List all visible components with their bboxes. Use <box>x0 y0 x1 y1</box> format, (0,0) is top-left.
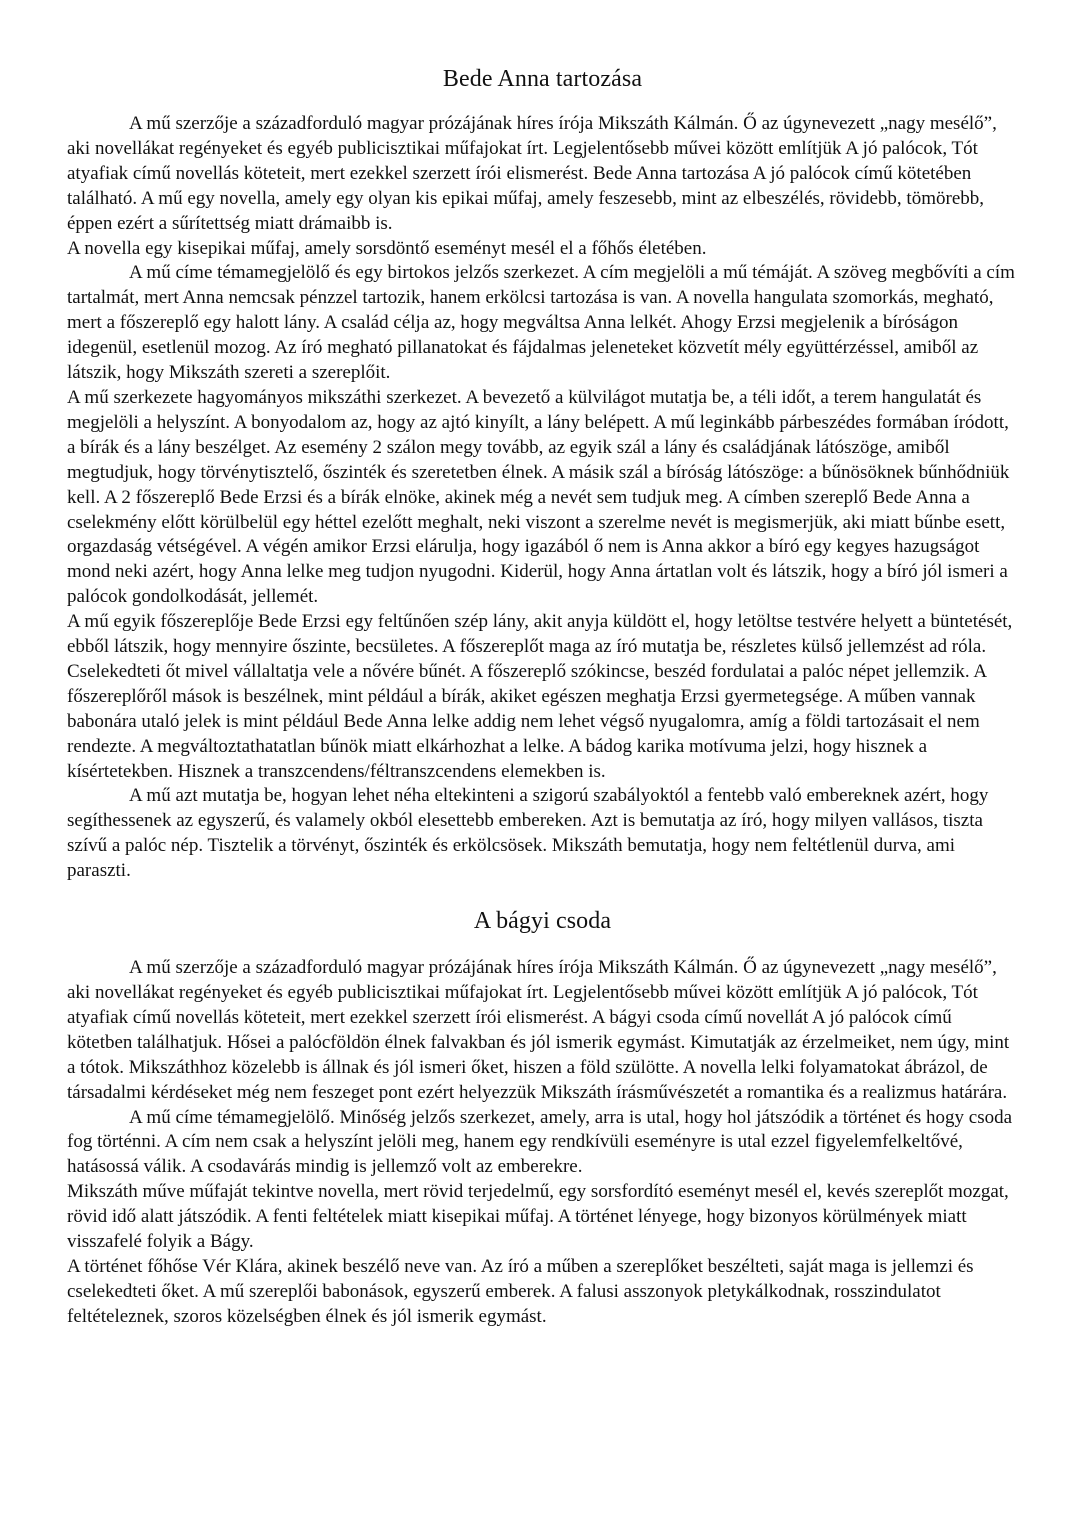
paragraph: A mű címe témamegjelölő és egy birtokos jelzős szerkezet. A cím megjelöli a mű témáját. A szöveg megbővíti a cím tartalmát, mert Anna nemcsak pénzzel tartozik, hanem erkölcsi tartozása is van. A novella hangulata szomorkás, megható, mert a főszereplő egy halott lány. A család célja az, hogy megváltsa Anna lelkét. Ahogy Erzsi megjelenik a bíróságon idegenül, esetlenül mozog. Az író megható pillanatokat és fájdalmas jeleneteket közvetít mély együttérzéssel, amiből az látszik, hogy Mikszáth szereti a szereplőit. <box>67 262 1015 384</box>
section-title-bagyi-csoda: A bágyi csoda <box>473 908 612 935</box>
paragraph: A mű címe témamegjelölő. Minőség jelzős szerkezet, amely, arra is utal, hogy hol játszódik a történet és hogy csoda fog történni. A cím nem csak a helyszínt jelöli meg, hanem egy rendkívüli eseményre is utal ezzel figyelemfelkeltővé, hatásossá válik. A csodavárás mindig is jellemző volt az emberekre. <box>67 1106 1013 1178</box>
paragraph: A mű szerzője a századforduló magyar prózájának híres írója Mikszáth Kálmán. Ő az úgynevezett „nagy mesélő”, aki novellákat regényeket és egyéb publicisztikai műfajokat írt. Legjelentősebb művei között említjük A jó palócok, Tót atyafiak című novellás köteteit, mert ezekkel szerzett írói elismerést. Bede Anna tartozása A jó palócok című kötetében található. A mű egy novella, amely egy olyan kis epikai műfaj, amely feszesebb, mint az elbeszélés, rövidebb, tömörebb, éppen ezért a sűrítettség miatt drámaibb is. <box>67 113 997 234</box>
paragraph: A történet főhőse Vér Klára, akinek beszélő neve van. Az író a műben a szereplőket beszélteti, saját maga is jellemzi és cselekedteti őket. A mű szereplői babonások, egyszerű emberek. A falusi asszonyok pletykálkodnak, rosszindulatot feltételeznek, szoros közelségben élnek és jól ismerik egymást. <box>67 1255 974 1327</box>
paragraph: A novella egy kisepikai műfaj, amely sorsdöntő eseményt mesél el a főhős életében. <box>67 237 707 259</box>
paragraph: A mű szerkezete hagyományos mikszáthi szerkezet. A bevezető a külvilágot mutatja be, a téli időt, a terem hangulatát és megjelöli a helyszínt. A bonyodalom az, hogy az ajtó kinyílt, a lány belépett. A mű leginkább párbeszédes formában íródott, a bírák és a lány beszélget. Az esemény 2 szálon megy tovább, az egyik szál a lány és családjának látószöge, amiből megtudjuk, hogy törvénytisztelő, őszinték és szeretetben élnek. A másik szál a bíróság látószöge: a bűnösöknek bűnhődniük kell. A 2 főszereplő Bede Erzsi és a bírák elnöke, akinek még a nevét sem tudjuk meg. A címben szereplő Bede Anna a cselekmény előtt körülbelül egy héttel ezelőtt meghalt, neki viszont a szerelme nevét is megismerjük, aki miatt bűnbe esett, orgazdaság vétségével. A végén amikor Erzsi elárulja, hogy igazából ő nem is Anna akkor a bíró egy kegyes hazugságot mond neki azért, hogy Anna lelke meg tudjon nyugodni. Kiderül, hogy Anna ártatlan volt és látszik, hogy a bíró jól ismeri a palócok gondolkodását, jellemét. <box>67 386 1010 608</box>
paragraph: A mű szerzője a századforduló magyar prózájának híres írója Mikszáth Kálmán. Ő az úgynevezett „nagy mesélő”, aki novellákat regényeket és egyéb publicisztikai műfajokat írt. Legjelentősebb művei között említjük A jó palócok, Tót atyafiak című novellás köteteit, mert ezekkel szerzett írói elismerést. A bágyi csoda című novellát A jó palócok című kötetben találhatjuk. Hősei a palócföldön élnek falvakban és jól ismerik egymást. Kimutatják az érzelmeiket, nem úgy, mint a tótok. Mikszáthhoz közelebb is állnak és jól ismeri őket, hiszen a föld szülötte. A novella lelki folyamatokat ábrázol, de társadalmi kérdéseket még nem feszeget pont ezért helyezzük Mikszáth írásművészetét a romantika és a realizmus határára. <box>67 957 1010 1103</box>
paragraph: Mikszáth műve műfaját tekintve novella, mert rövid terjedelmű, egy sorsfordító eseményt mesél el, kevés szereplőt mozgat, rövid idő alatt játszódik. A fenti feltételek miatt kisepikai műfaj. A történet lényege, hogy bizonyos körülmények miatt visszafelé folyik a Bágy. <box>67 1181 1009 1253</box>
paragraph: A mű azt mutatja be, hogyan lehet néha eltekinteni a szigorú szabályoktól a fentebb való embereknek azért, hogy segíthessenek az egyszerű, és valamely okból elesettebb embereken. Azt is bemutatja az író, hogy milyen vallásos, tiszta szívű a palóc nép. Tisztelik a törvényt, őszinték és erkölcsösek. Mikszáth bemutatja, hogy nem feltétlenül durva, ami paraszti. <box>67 785 989 882</box>
section-body-bede-anna <box>67 112 1018 884</box>
section-body-bagyi-csoda <box>67 956 1018 1330</box>
section-title-bede-anna: Bede Anna tartozása <box>442 66 643 92</box>
paragraph: A mű egyik főszereplője Bede Erzsi egy feltűnően szép lány, akit anyja küldött el, hogy letöltse testvére helyett a büntetését, ebből látszik, hogy mennyire őszinte, becsületes. A főszereplőt maga az író mutatja be, részletes külső jellemzést ad róla. Cselekedteti őt mivel vállaltatja vele a nővére bűnét. A főszereplő szókincse, beszéd fordulatai a palóc népet jellemzik. A főszereplőről mások is beszélnek, mint például a bírák, akiket egészen meghatja Erzsi gyermetegsége. A műben vannak babonára utaló jelek is mint például Bede Anna lelke addig nem lehet végső nyugalomra, amíg a földi tartozásait el nem rendezte. A megváltoztathatatlan bűnök miatt elkárhozhat a lelke. A bádog karika motívuma jelzi, hogy hisznek a kísértetekben. Hisznek a transzcendens/féltranszcendens elemekben is. <box>67 611 1013 782</box>
